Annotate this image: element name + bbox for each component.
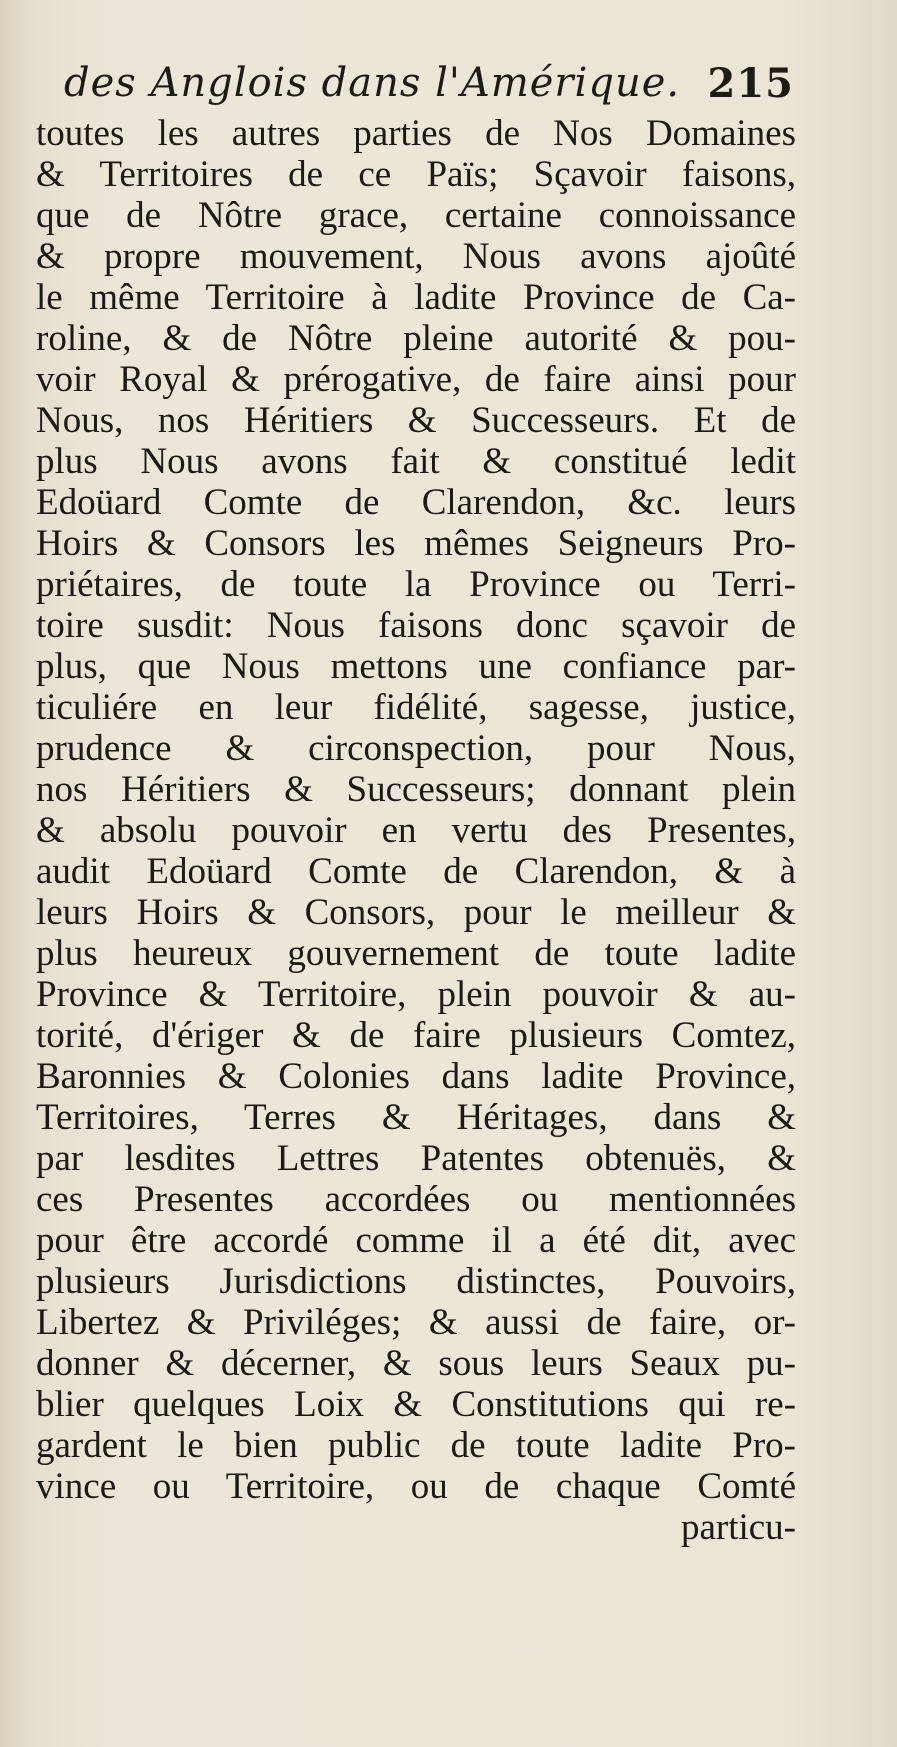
text-line: Edoüard Comte de Clarendon, &c. leurs bbox=[36, 482, 796, 523]
text-line: & Territoires de ce Païs; Sçavoir faisons, bbox=[36, 154, 796, 195]
page-number: 215 bbox=[707, 60, 794, 107]
text-line: leurs Hoirs & Consors, pour le meilleur & bbox=[36, 892, 796, 933]
text-line: plus, que Nous mettons une confiance par- bbox=[36, 646, 796, 687]
text-line: & absolu pouvoir en vertu des Presentes, bbox=[36, 810, 796, 851]
text-line: toire susdit: Nous faisons donc sçavoir de bbox=[36, 605, 796, 646]
text-line: donner & décerner, & sous leurs Seaux pu- bbox=[36, 1343, 796, 1384]
text-line: voir Royal & prérogative, de faire ainsi pour bbox=[36, 359, 796, 400]
text-line: blier quelques Loix & Constitutions qui re- bbox=[36, 1384, 796, 1425]
text-line: Territoires, Terres & Héritages, dans & bbox=[36, 1097, 796, 1138]
text-line: nos Héritiers & Successeurs; donnant plein bbox=[36, 769, 796, 810]
text-line: audit Edoüard Comte de Clarendon, & à bbox=[36, 851, 796, 892]
text-line: roline, & de Nôtre pleine autorité & pou- bbox=[36, 318, 796, 359]
text-line: ticuliére en leur fidélité, sagesse, justice, bbox=[36, 687, 796, 728]
text-line: Nous, nos Héritiers & Successeurs. Et de bbox=[36, 400, 796, 441]
text-line: Baronnies & Colonies dans ladite Province, bbox=[36, 1056, 796, 1097]
text-line: prudence & circonspection, pour Nous, bbox=[36, 728, 796, 769]
text-line: plusieurs Jurisdictions distinctes, Pouvoirs, bbox=[36, 1261, 796, 1302]
text-line: & propre mouvement, Nous avons ajoûté bbox=[36, 236, 796, 277]
text-line: Province & Territoire, plein pouvoir & au- bbox=[36, 974, 796, 1015]
catchword: particu- bbox=[680, 1507, 796, 1548]
text-line: ces Presentes accordées ou mentionnées bbox=[36, 1179, 796, 1220]
text-line: toutes les autres parties de Nos Domaines bbox=[36, 113, 796, 154]
text-line: plus heureux gouvernement de toute ladite bbox=[36, 933, 796, 974]
body-text bbox=[36, 113, 796, 1548]
text-line: pour être accordé comme il a été dit, avec bbox=[36, 1220, 796, 1261]
running-head bbox=[64, 60, 794, 120]
text-line: torité, d'ériger & de faire plusieurs Comtez, bbox=[36, 1015, 796, 1056]
text-line: vince ou Territoire, ou de chaque Comté bbox=[36, 1466, 796, 1507]
text-line: le même Territoire à ladite Province de Ca- bbox=[36, 277, 796, 318]
text-line: Hoirs & Consors les mêmes Seigneurs Pro- bbox=[36, 523, 796, 564]
text-line: gardent le bien public de toute ladite Pro- bbox=[36, 1425, 796, 1466]
running-head-title: des Anglois dans l'Amérique. bbox=[64, 60, 681, 106]
text-line: par lesdites Lettres Patentes obtenuës, & bbox=[36, 1138, 796, 1179]
text-line: que de Nôtre grace, certaine connoissance bbox=[36, 195, 796, 236]
text-line: Libertez & Priviléges; & aussi de faire, or- bbox=[36, 1302, 796, 1343]
text-line: priétaires, de toute la Province ou Terri- bbox=[36, 564, 796, 605]
text-line: plus Nous avons fait & constitué ledit bbox=[36, 441, 796, 482]
